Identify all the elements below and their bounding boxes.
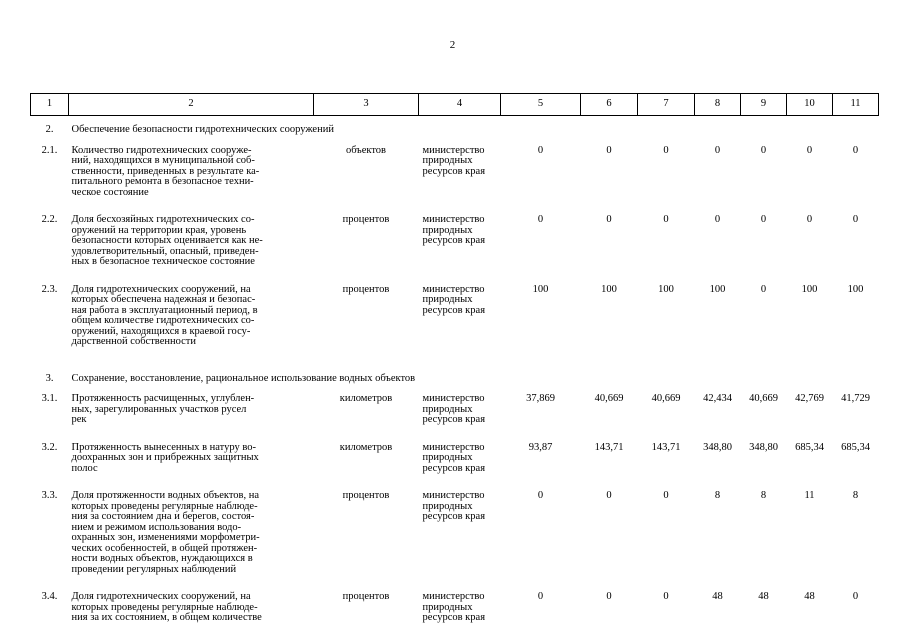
indicator-value: 0: [537, 591, 544, 602]
table-row: [31, 592, 879, 641]
description-line: ний, находящихся в муниципальной соб-: [71, 155, 255, 166]
indicator-value: 0: [852, 144, 859, 156]
indicator-description: [69, 215, 314, 285]
responsible-body-line: министерство: [422, 490, 485, 501]
responsible-body: [419, 592, 501, 641]
description-line: которых проведены регулярные наблюде-: [71, 500, 258, 512]
indicator-value: 0: [663, 490, 669, 501]
indicator-value: 41,729: [841, 393, 870, 404]
description-line: которых проведены регулярные наблюде-: [71, 601, 258, 613]
indicator-value: 0: [852, 214, 859, 225]
description-line: ных в безопасное техническое состояние: [71, 256, 255, 267]
indicator-value: 48: [758, 591, 769, 602]
indicator-number: 3.2.: [41, 441, 58, 453]
indicator-number: 2.3.: [41, 283, 58, 295]
indicator-value: 0: [606, 490, 612, 501]
table-row: [31, 491, 879, 592]
description-line: нием и режимом использования водо-: [71, 521, 242, 533]
responsible-body-line: ресурсов края: [422, 304, 486, 316]
description-line: ных, зарегулированных участков русел: [71, 403, 247, 415]
table-row: [31, 146, 879, 216]
indicator-value: 11: [804, 490, 815, 501]
description-line: охранных зон, изменениями морфометри-: [71, 532, 260, 543]
responsible-body-line: министерство: [422, 591, 485, 602]
responsible-body-line: министерство: [422, 283, 485, 295]
indicator-value: 100: [847, 283, 864, 295]
indicator-value: 0: [537, 144, 544, 156]
indicator-value: 37,869: [526, 393, 555, 404]
description-line: Количество гидротехнических сооруже-: [71, 144, 252, 156]
indicator-value: 348,80: [749, 441, 778, 453]
description-line: общем количестве гидротехнических со-: [71, 315, 255, 326]
indicator-value: 0: [537, 214, 544, 225]
section-title: Обеспечение безопасности гидротехнических сооружений: [71, 124, 334, 135]
description-line: полос: [71, 462, 98, 474]
indicator-value: 143,71: [651, 441, 681, 453]
responsible-body-line: министерство: [422, 393, 485, 404]
table-body: [31, 116, 879, 641]
indicator-value: 40,669: [749, 393, 778, 404]
indicator-value: 685,34: [841, 441, 870, 453]
indicator-value: 0: [806, 214, 813, 225]
description-line: доохранных зон и прибрежных защитных: [71, 452, 259, 463]
indicator-value: 685,34: [795, 441, 824, 453]
responsible-body-line: природных: [422, 403, 473, 415]
indicator-value: 0: [760, 214, 767, 225]
indicator-value: 0: [606, 214, 612, 225]
indicator-description: [69, 285, 314, 365]
responsible-body: [419, 491, 501, 592]
indicator-value: 0: [714, 214, 721, 225]
indicator-value: 0: [663, 591, 669, 602]
indicator-description: [69, 592, 314, 641]
column-number: 6: [581, 94, 638, 116]
column-number: 8: [695, 94, 741, 116]
indicator-value: 100: [658, 283, 674, 295]
indicator-value: 0: [760, 144, 767, 156]
responsible-body-line: ресурсов края: [422, 165, 486, 177]
unit-of-measure: объектов: [345, 144, 387, 156]
indicator-value: 0: [663, 214, 669, 225]
indicator-value: 0: [606, 144, 612, 156]
responsible-body: [419, 285, 501, 365]
description-line: которых обеспечена надежная и безопас-: [71, 294, 256, 305]
indicator-description: [69, 394, 314, 443]
unit-of-measure: процентов: [342, 591, 390, 602]
indicator-value: 40,669: [651, 393, 681, 404]
indicator-value: 0: [714, 144, 721, 156]
table-row: [31, 443, 879, 492]
column-number: 2: [69, 94, 314, 116]
responsible-body: [419, 146, 501, 216]
description-line: проведении регулярных наблюдений: [71, 563, 237, 575]
description-line: Доля гидротехнических сооружений, на: [71, 591, 251, 602]
description-line: Доля протяженности водных объектов, на: [71, 490, 260, 501]
column-number: 7: [638, 94, 695, 116]
description-line: Протяженность расчищенных, углублен-: [71, 393, 255, 404]
description-line: ния за их состоянием, в общем количестве: [71, 612, 262, 623]
description-line: рек: [71, 414, 87, 425]
description-line: Доля бесхозяйных гидротехнических со-: [71, 214, 255, 225]
description-line: дарственной собственности: [71, 336, 196, 347]
indicator-value: 100: [601, 283, 617, 295]
table-row: [31, 285, 879, 365]
section-number: 3.: [45, 372, 54, 384]
indicator-value: 100: [709, 283, 726, 295]
section-title: Сохранение, восстановление, рациональное использование водных объектов: [71, 372, 416, 384]
responsible-body: [419, 215, 501, 285]
indicator-value: 0: [806, 144, 813, 156]
responsible-body: [419, 394, 501, 443]
page-number: 2: [449, 39, 456, 51]
indicator-value: 8: [760, 490, 767, 501]
responsible-body-line: природных: [422, 452, 473, 463]
responsible-body-line: министерство: [422, 441, 485, 453]
unit-of-measure: процентов: [342, 283, 390, 295]
indicator-number: 2.1.: [41, 144, 58, 156]
indicator-value: 348,80: [703, 441, 732, 453]
description-line: оружений, находящихся в краевой госу-: [71, 325, 251, 337]
indicator-value: 100: [801, 283, 818, 295]
description-line: безопасности которых оценивается как не-: [71, 235, 263, 246]
indicator-value: 0: [537, 490, 544, 501]
unit-of-measure: километров: [339, 393, 393, 404]
responsible-body-line: министерство: [422, 144, 485, 156]
responsible-body-line: министерство: [422, 214, 485, 225]
responsible-body-line: природных: [422, 294, 473, 305]
indicator-value: 8: [714, 490, 721, 501]
section-row: [31, 365, 879, 395]
indicator-value: 40,669: [594, 393, 624, 404]
responsible-body-line: природных: [422, 155, 473, 166]
section-row: [31, 116, 879, 146]
description-line: ная работа в эксплуатационный период, в: [71, 304, 258, 316]
description-line: питального ремонта в безопасное техни-: [71, 176, 254, 187]
indicator-value: 143,71: [594, 441, 624, 453]
responsible-body: [419, 443, 501, 492]
description-line: оружений на территории края, уровень: [71, 224, 247, 236]
indicator-value: 48: [712, 591, 723, 602]
column-number: 10: [787, 94, 833, 116]
indicators-table: [30, 93, 879, 641]
responsible-body-line: ресурсов края: [422, 612, 486, 623]
indicator-value: 0: [852, 591, 859, 602]
description-line: ности водных объектов, нуждающихся в: [71, 553, 253, 564]
responsible-body-line: ресурсов края: [422, 462, 486, 474]
indicator-number: 2.2.: [41, 214, 58, 225]
indicator-number: 3.3.: [41, 490, 58, 501]
column-number: 3: [314, 94, 419, 116]
description-line: Доля гидротехнических сооружений, на: [71, 283, 251, 295]
indicator-value: 93,87: [528, 441, 553, 453]
table-row: [31, 215, 879, 285]
indicator-value: 48: [804, 591, 815, 602]
responsible-body-line: природных: [422, 500, 473, 512]
responsible-body-line: ресурсов края: [422, 414, 486, 425]
column-number: 9: [741, 94, 787, 116]
section-number: 2.: [45, 124, 54, 135]
column-number: 4: [419, 94, 501, 116]
indicator-value: 0: [606, 591, 612, 602]
description-line: удовлетворительный, опасный, приведен-: [71, 245, 259, 257]
responsible-body-line: ресурсов края: [422, 235, 486, 246]
indicator-description: [69, 491, 314, 592]
description-line: ния за состоянием дна и берегов, состоя-: [71, 511, 255, 522]
indicator-value: 8: [852, 490, 859, 501]
unit-of-measure: километров: [339, 441, 393, 453]
indicator-value: 100: [532, 283, 549, 295]
column-number-row: [31, 94, 879, 116]
column-number: 5: [501, 94, 581, 116]
description-line: ческих особенностей, в общей протяжен-: [71, 542, 258, 554]
indicator-description: [69, 443, 314, 492]
indicator-value: 0: [760, 283, 767, 295]
column-number: 1: [31, 94, 69, 116]
indicator-number: 3.4.: [41, 591, 58, 602]
unit-of-measure: процентов: [342, 490, 390, 501]
indicator-number: 3.1.: [41, 393, 58, 404]
indicator-value: 42,769: [795, 393, 824, 404]
indicator-value: 0: [663, 144, 669, 156]
indicator-value: 42,434: [703, 393, 732, 404]
unit-of-measure: процентов: [342, 214, 390, 225]
description-line: Протяженность вынесенных в натуру во-: [71, 441, 256, 453]
table-row: [31, 394, 879, 443]
description-line: ческое состояние: [71, 186, 149, 198]
responsible-body-line: ресурсов края: [422, 511, 486, 522]
indicator-description: [69, 146, 314, 216]
responsible-body-line: природных: [422, 224, 473, 236]
column-number: 11: [833, 94, 879, 116]
description-line: ственности, приведенных в результате ка-: [71, 165, 260, 177]
responsible-body-line: природных: [422, 601, 473, 613]
